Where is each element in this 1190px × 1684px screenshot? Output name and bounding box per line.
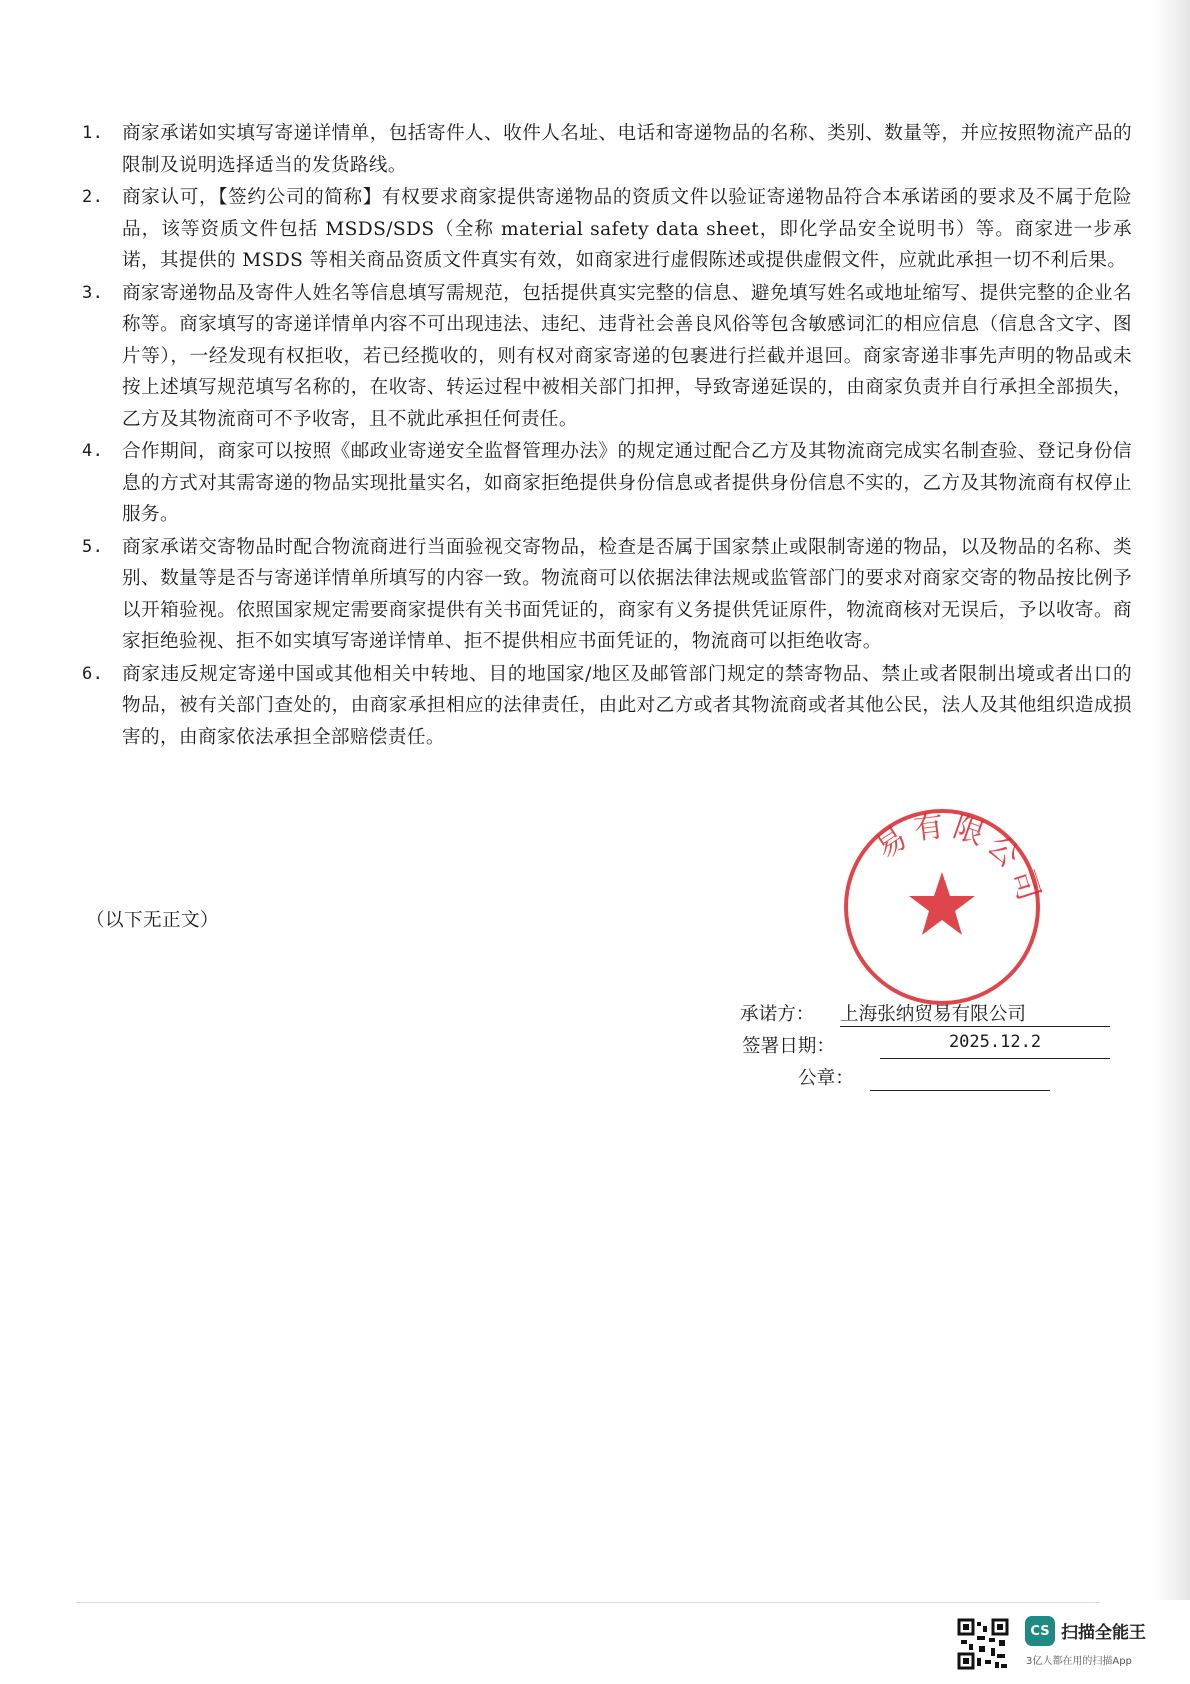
date-row: [740, 1030, 1110, 1062]
term-number: 6.: [82, 663, 104, 684]
term-text: 商家违反规定寄递中国或其他相关中转地、目的地国家/地区及邮管部门规定的禁寄物品、禁止或者限制出境或者出口的物品，被有关部门查处的，由商家承担相应的法律责任，由此对乙方或者其物流商或者其他公民，法人及其他组织造成损害的，由商家依法承担全部赔偿责任。: [122, 663, 1132, 748]
term-number: 1.: [82, 123, 104, 143]
term-number: 5.: [82, 536, 104, 557]
term-number: 2.: [82, 187, 104, 207]
terms-list: [82, 118, 1132, 753]
seal-value: [870, 1064, 1050, 1091]
promisor-label: 承诺方：: [740, 1004, 815, 1025]
promisor-value: 上海张纳贸易有限公司: [840, 1000, 1110, 1027]
end-of-text-note: （以下无正文）: [86, 910, 219, 931]
term-text: 商家承诺交寄物品时配合物流商进行当面验视交寄物品，检查是否属于国家禁止或限制寄递的物品，以及物品的名称、类别、数量等是否与寄递详情单所填写的内容一致。物流商可以依据法律法规或监管部门的要求对商家交寄的物品按比例予以开箱验视。依照国家规定需要商家提供有关书面凭证的，商家有义务提供凭证原件，物流商核对无误后，予以收寄。商家拒绝验视、拒不如实填写寄递详情单、拒不提供相应书面凭证的，物流商可以拒绝收寄。: [122, 536, 1132, 652]
term-number: 3.: [82, 282, 104, 303]
seal-label: 公章：: [798, 1068, 854, 1089]
scanner-app-logo-icon: CS: [1025, 1616, 1055, 1646]
seal-text: 易有限公司: [869, 808, 1049, 911]
term-number: 4.: [82, 441, 104, 461]
term-item-5: [82, 532, 1132, 658]
term-text: 商家寄递物品及寄件人姓名等信息填写需规范，包括提供真实完整的信息、避免填写姓名或地址缩写、提供完整的企业名称等。商家填写的寄递详情单内容不可出现违法、违纪、违背社会善良风俗等包含敏感词汇的相应信息（信息含文字、图片等），一经发现有权拒收，若已经揽收的，则有权对商家寄递的包裹进行拦截并退回。商家寄递非事先声明的物品或未按上述填写规范填写名称的，在收寄、转运过程中被相关部门扣押，导致寄递延误的，由商家负责并自行承担全部损失，乙方及其物流商可不予收寄，且不就此承担任何责任。: [122, 282, 1132, 430]
scan-page-edge: [1152, 0, 1190, 1600]
qr-code-icon: [957, 1618, 1009, 1670]
seal-row: [740, 1062, 1110, 1094]
footer-divider: [76, 1602, 1100, 1603]
term-text: 商家承诺如实填写寄递详情单，包括寄件人、收件人名址、电话和寄递物品的名称、类别、数量等，并应按照物流产品的限制及说明选择适当的发货路线。: [122, 123, 1132, 176]
term-item-6: [82, 659, 1132, 754]
date-label: 签署日期：: [742, 1036, 835, 1057]
signature-block: [740, 998, 1110, 1094]
date-value: 2025.12.2: [880, 1032, 1110, 1059]
seal-star-icon: [909, 872, 975, 935]
svg-text:易有限公司: [869, 808, 1048, 910]
scanner-app-slogan: 3亿人都在用的扫描App: [1026, 1656, 1132, 1667]
term-item-3: [82, 278, 1132, 436]
company-seal-stamp: [835, 800, 1050, 1015]
term-item-4: [82, 436, 1132, 531]
term-item-1: [82, 118, 1132, 181]
term-text: 商家认可，【签约公司的简称】有权要求商家提供寄递物品的资质文件以验证寄递物品符合本承诺函的要求及不属于危险品，该等资质文件包括 MSDS/SDS（全称 material safety data sheet，即化学品安全说明书）等。商家进一步承诺，其提供的 MSDS 等相关商品资质文件真实有效，如商家进行虚假陈述或提供虚假文件，应就此承担一切不利后果。: [122, 187, 1132, 271]
promisor-row: [740, 998, 1110, 1030]
term-text: 合作期间，商家可以按照《邮政业寄递安全监督管理办法》的规定通过配合乙方及其物流商完成实名制查验、登记身份信息的方式对其需寄递的物品实现批量实名，如商家拒绝提供身份信息或者提供身份信息不实的，乙方及其物流商有权停止服务。: [122, 441, 1132, 525]
term-item-2: [82, 182, 1132, 277]
scanner-app-name: 扫描全能王: [1061, 1623, 1146, 1643]
